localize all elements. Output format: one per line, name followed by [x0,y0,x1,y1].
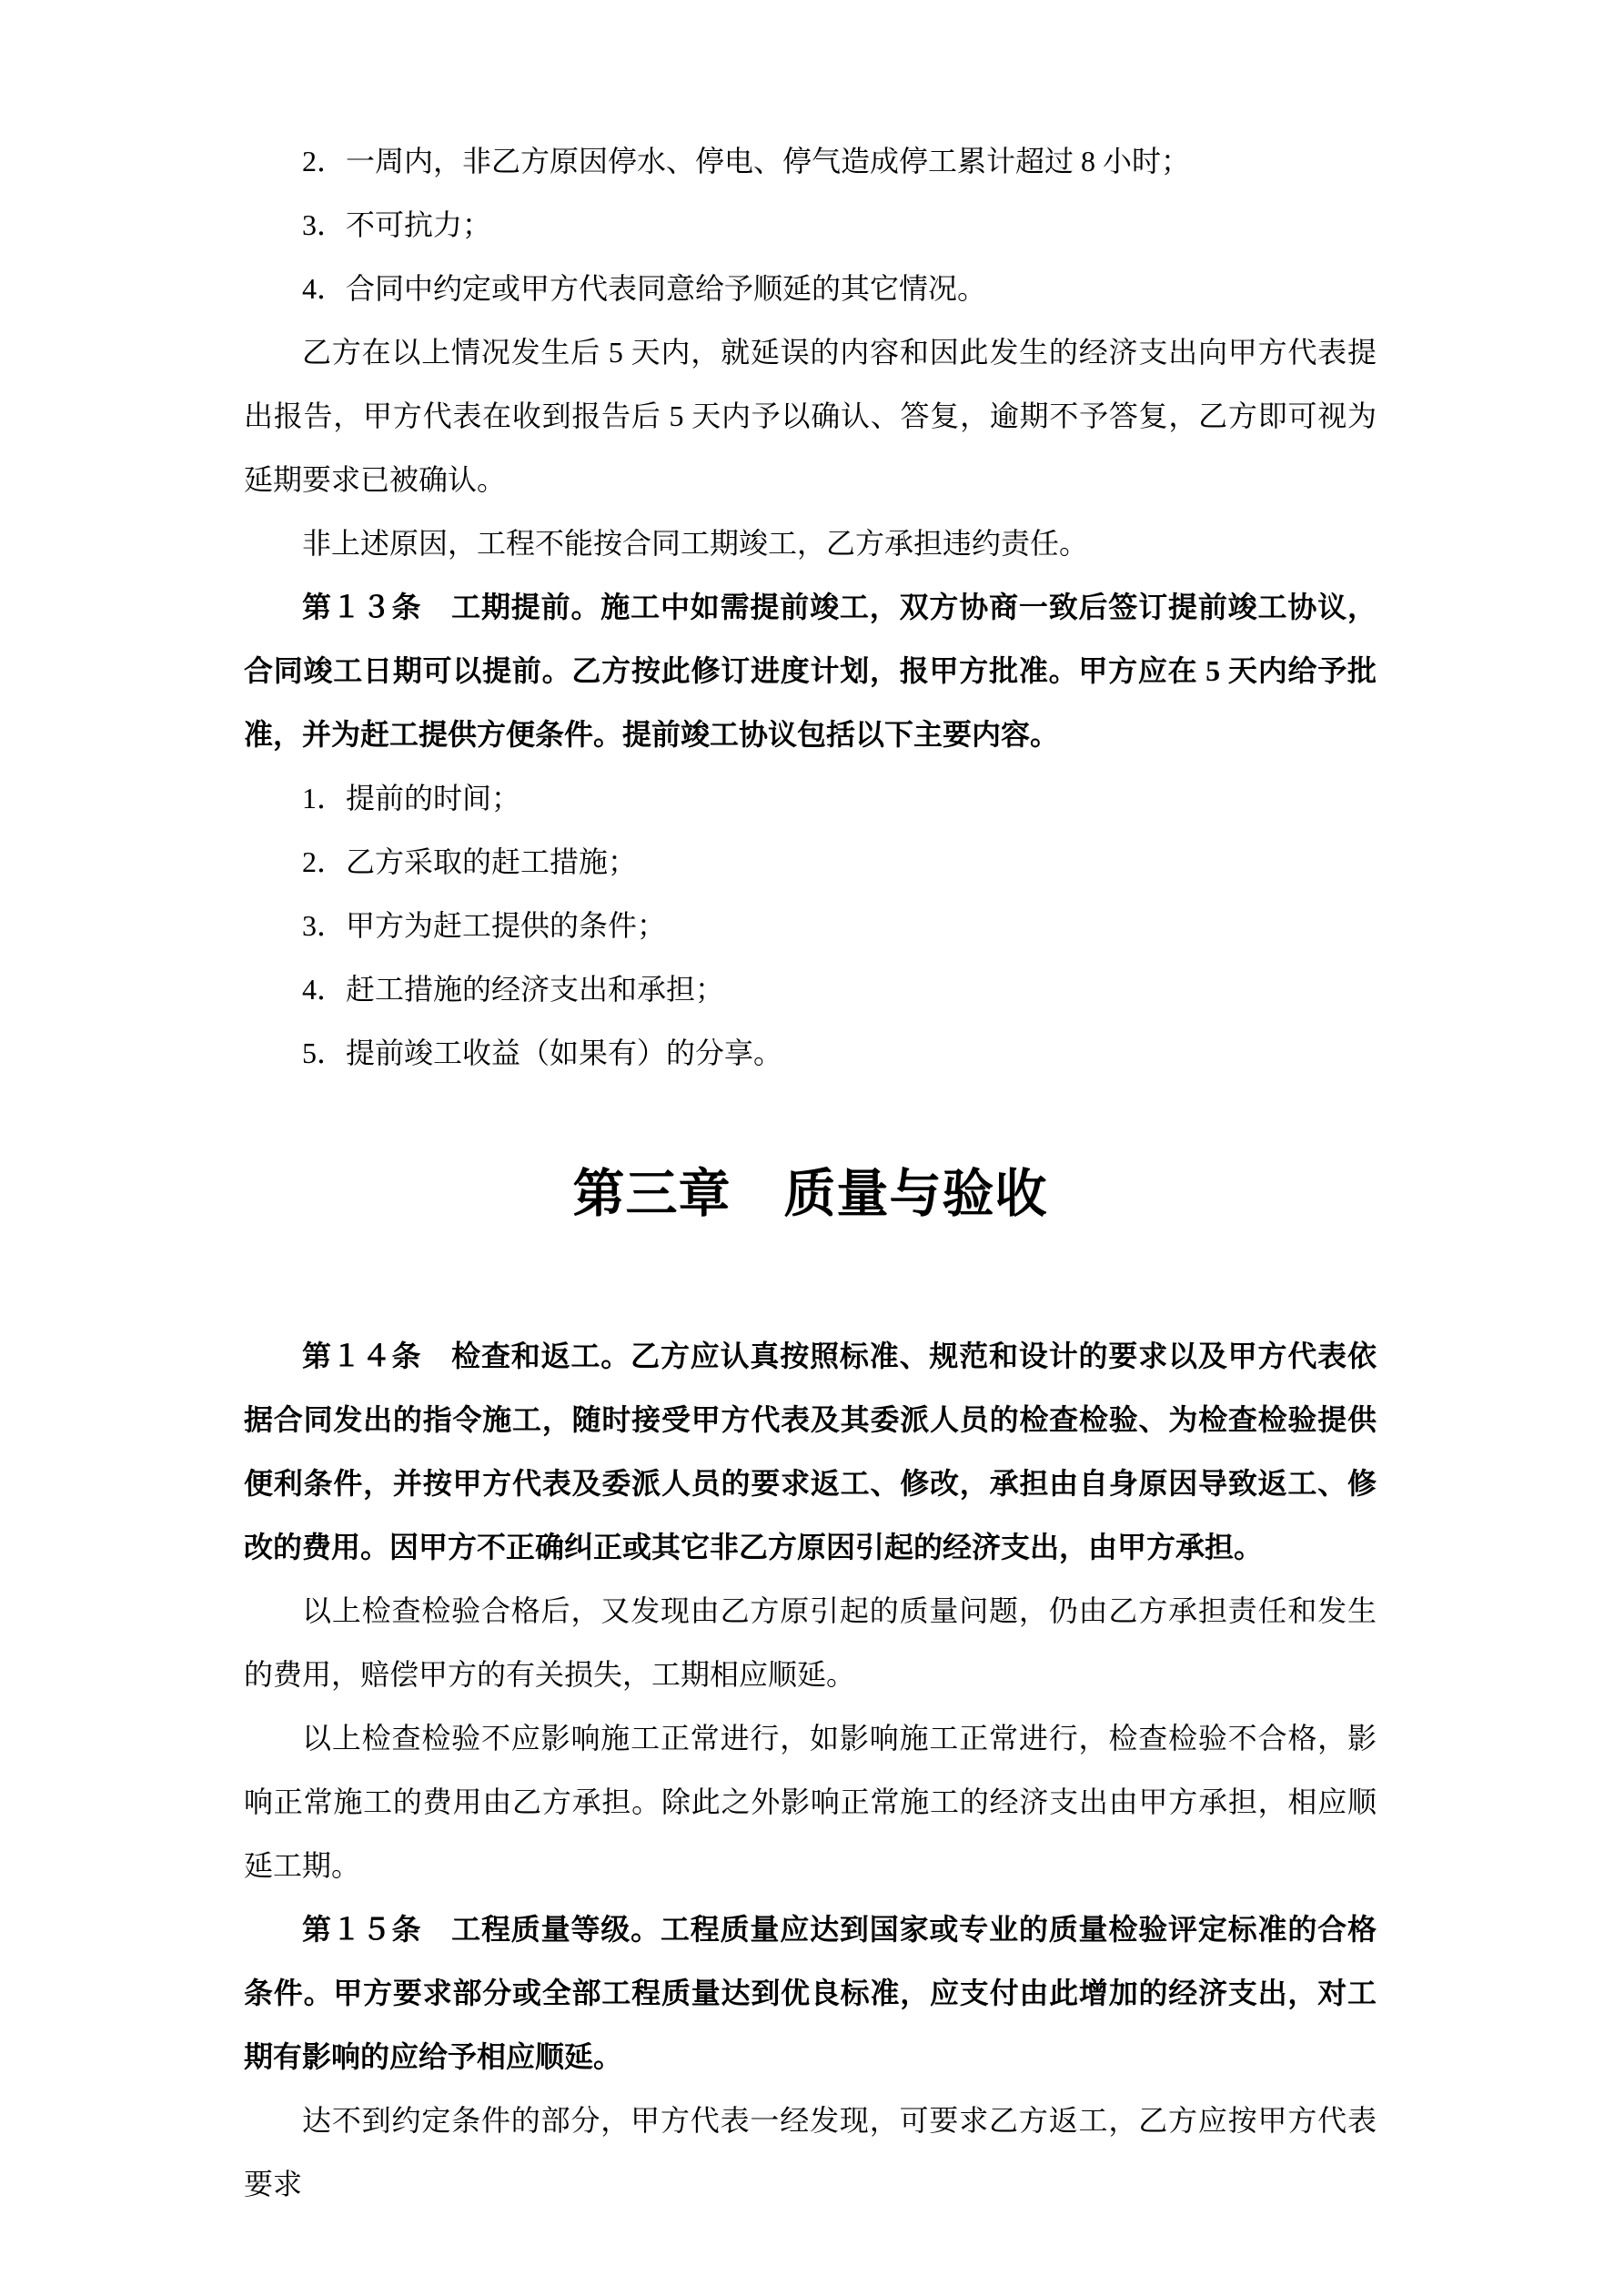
clause-list-item: 3．甲方为赶工提供的条件； [302,909,667,942]
body-paragraph: 乙方在以上情况发生后 5 天内，就延误的内容和因此发生的经济支出向甲方代表提出报告，甲方代表在收到报告后 5 天内予以确认、答复，逾期不予答复，乙方即可视为延期要求已被确认。 [244,336,1377,496]
clause-list-item: 5．提前竣工收益（如果有）的分享。 [302,1037,783,1069]
clause-list-item: 2．乙方采取的赶工措施； [302,845,638,878]
article-15-paragraph: 第１５条 工程质量等级。工程质量应达到国家或专业的质量检验评定标准的合格条件。甲方要求部分或全部工程质量达到优良标准，应支付由此增加的经济支出，对工期有影响的应给予相应顺延。 [244,1913,1377,2073]
article-13-paragraph: 第１３条 工期提前。施工中如需提前竣工，双方协商一致后签订提前竣工协议，合同竣工日期可以提前。乙方按此修订进度计划，报甲方批准。甲方应在 5 天内给予批准，并为赶工提供方便条件。提前竣工协议包括以下主要内容。 [244,591,1377,751]
body-paragraph: 达不到约定条件的部分，甲方代表一经发现，可要求乙方返工，乙方应按甲方代表要求 [244,2104,1377,2200]
clause-list-item: 4．赶工措施的经济支出和承担； [302,973,725,1006]
chapter-heading: 第三章 质量与验收 [572,1166,1048,1223]
article-14-paragraph: 第１４条 检查和返工。乙方应认真按照标准、规范和设计的要求以及甲方代表依据合同发出的指令施工，随时接受甲方代表及其委派人员的检查检验、为检查检验提供便利条件，并按甲方代表及委派人员的要求返工、修改，承担由自身原因导致返工、修改的费用。因甲方不正确纠正或其它非乙方原因引起的经济支出，由甲方承担。 [244,1340,1377,1563]
clause-list-item: 3．不可抗力； [302,208,492,241]
body-paragraph: 以上检查检验不应影响施工正常进行，如影响施工正常进行，检查检验不合格，影响正常施工的费用由乙方承担。除此之外影响正常施工的经济支出由甲方承担，相应顺延工期。 [244,1722,1377,1882]
clause-list-item: 1．提前的时间； [302,782,521,814]
clause-list-item: 2．一周内，非乙方原因停水、停电、停气造成停工累计超过 8 小时； [302,145,1191,177]
body-paragraph: 以上检查检验合格后，又发现由乙方原引起的质量问题，仍由乙方承担责任和发生的费用，赔偿甲方的有关损失，工期相应顺延。 [244,1594,1377,1691]
clause-list-item: 4．合同中约定或甲方代表同意给予顺延的其它情况。 [302,272,987,305]
body-paragraph: 非上述原因，工程不能按合同工期竣工，乙方承担违约责任。 [302,527,1089,560]
